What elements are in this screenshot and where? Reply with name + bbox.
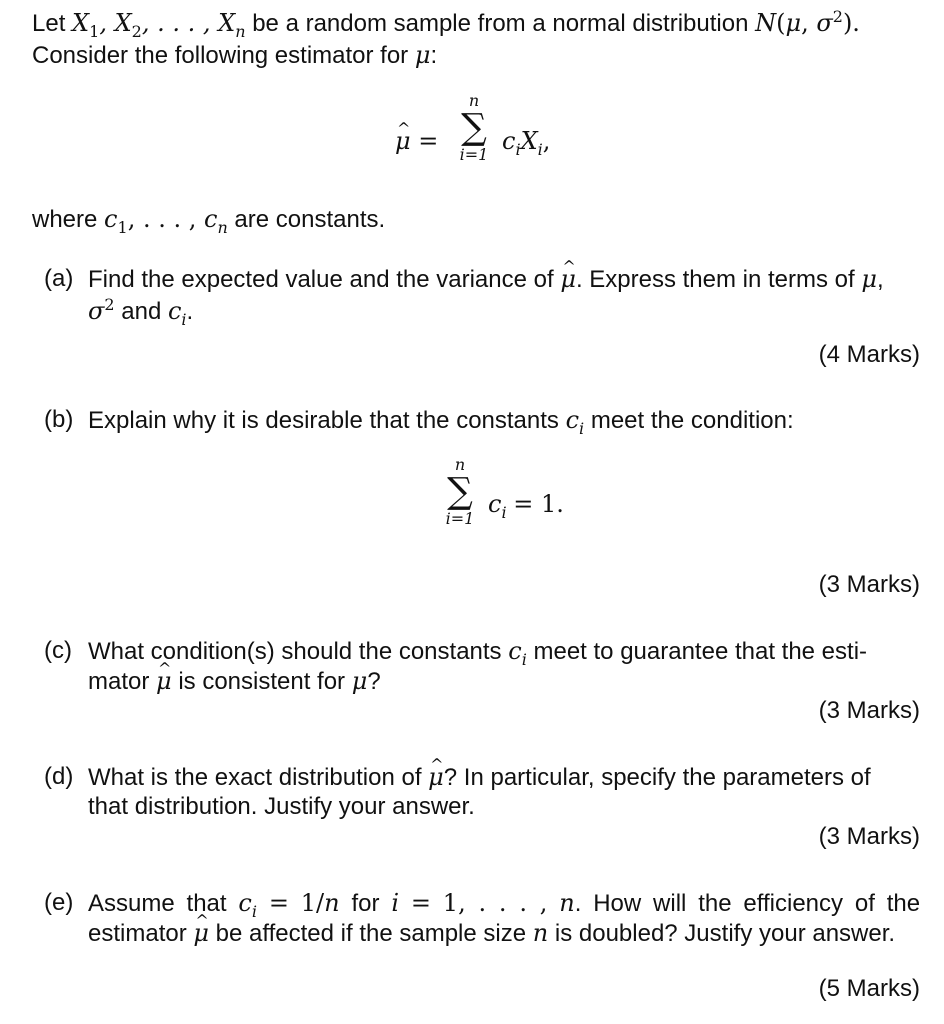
sample-math: $X_1$, $X_2$, . . . , $X_n$ [72, 9, 246, 41]
constraint-rhs: $c_i = 1$. [488, 490, 564, 522]
sum-upper: n [468, 91, 480, 110]
sum-formula-1 [450, 92, 498, 164]
intro-line-2: Consider the following estimator for μ: [32, 41, 438, 69]
part-d-line-2: that distribution. Justify your answer. [88, 793, 475, 820]
part-e-label: (e) [44, 889, 74, 916]
sum-lower: i=1 [459, 145, 489, 164]
part-e-marks: (5 Marks) [818, 975, 920, 1002]
estimator-rhs: $c_iX_i$, [502, 127, 551, 159]
part-b-line-1: Explain why it is desirable that the constants $c_i$ meet the condition: [88, 406, 794, 438]
part-c-line-2: mator ^ μ is consistent for μ? [88, 666, 381, 697]
part-a-label: (a) [44, 265, 74, 292]
where-tail: are constants. [227, 206, 386, 233]
part-b-label: (b) [44, 406, 74, 433]
part-a-line-1: Find the expected value and the variance of ^ μ. Express them in terms of μ, [88, 264, 884, 295]
distribution-math: N [755, 9, 777, 37]
part-a-marks: (4 Marks) [818, 341, 920, 368]
part-c-label: (c) [44, 637, 72, 664]
sum-formula-2 [436, 456, 484, 528]
where-text: where [32, 206, 105, 233]
sigma-icon: ∑ [461, 107, 487, 148]
part-d-line-1: What is the exact distribution of ^ μ? In particular, specify the parameters of [88, 762, 871, 793]
part-c-line-1: What condition(s) should the constants $c_i$ meet to guarantee that the esti- [88, 637, 868, 669]
part-d-marks: (3 Marks) [818, 823, 920, 850]
part-b-marks: (3 Marks) [818, 571, 920, 598]
sum-upper: n [454, 455, 466, 474]
part-e-line-1: Assume that $c_i = 1/n$ for i = 1, . . . , n. How will the efficiency of the [88, 889, 921, 921]
part-a-line-2: $\sigma^2$ and $c_i$. [88, 295, 194, 329]
where-line: where $c_1$, . . . , $c_n$ are constants. [32, 205, 386, 237]
intro-line-1: Let $X_1$, $X_2$, . . . , $X_n$ be a random sample from a normal distribution N(μ, $\sigma^2$). [32, 7, 860, 41]
estimator-lhs: ^ μ = [395, 126, 438, 157]
part-c-marks: (3 Marks) [818, 697, 920, 724]
intro-text: Consider the following estimator for [32, 42, 415, 69]
sum-lower: i=1 [445, 509, 475, 528]
intro-text: Let [32, 10, 73, 37]
intro-text: be a random sample from a normal distribution [245, 10, 756, 37]
part-e-line-2: estimator ^ μ be affected if the sample size n is doubled? Justify your answer. [88, 918, 895, 949]
part-d-label: (d) [44, 763, 74, 790]
sigma-icon: ∑ [447, 471, 473, 512]
mu-math: μ [414, 41, 431, 69]
